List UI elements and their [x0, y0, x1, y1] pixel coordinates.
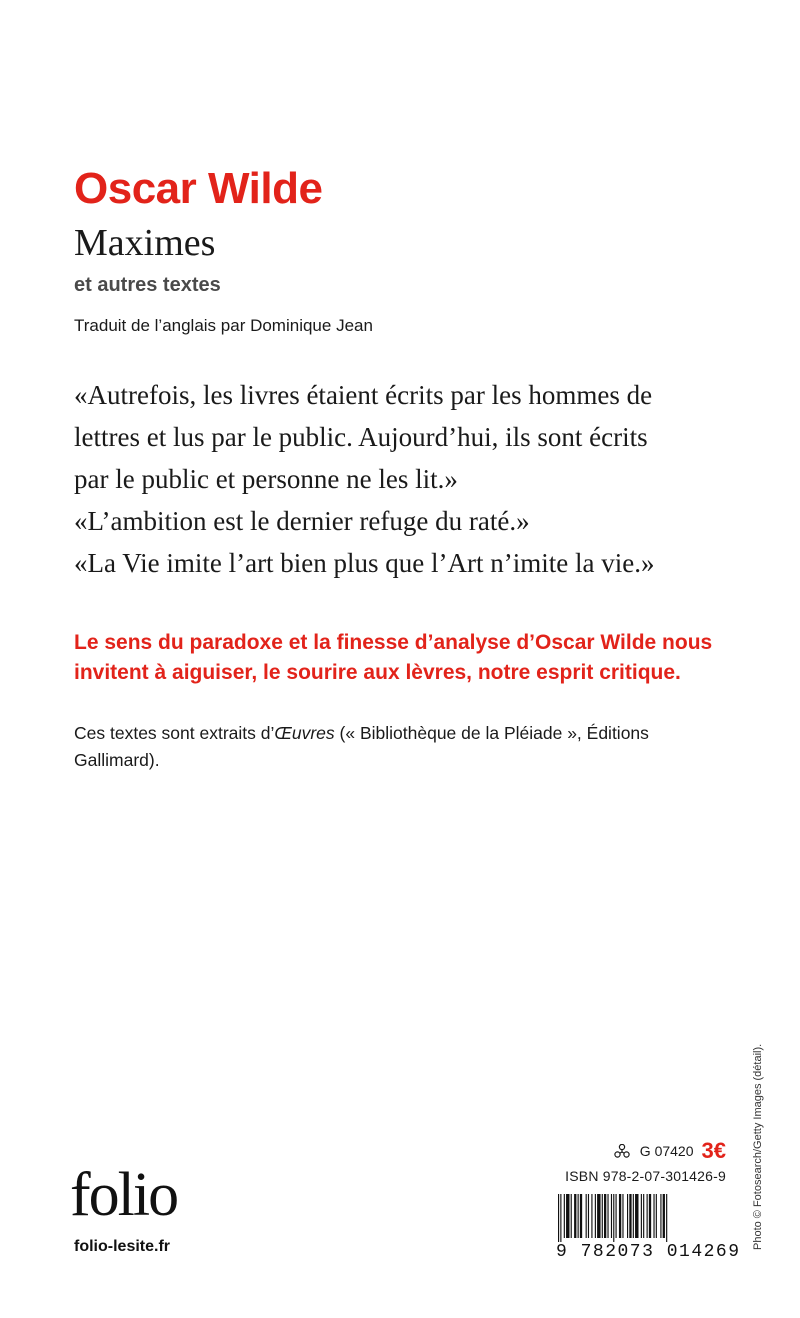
extract-suffix: (« Bibliothèque de la Pléiade », Éditions — [334, 723, 649, 743]
quote-line: «La Vie imite l’art bien plus que l’Art n’imite la vie.» — [74, 548, 655, 578]
barcode-bar — [653, 1194, 654, 1238]
barcode-bar — [558, 1194, 559, 1242]
folio-category-icon — [614, 1144, 630, 1158]
extract-prefix: Ces textes sont extraits d’ — [74, 723, 275, 743]
barcode-bar — [641, 1194, 642, 1238]
author-name: Oscar Wilde — [74, 164, 323, 213]
barcode-bar — [647, 1194, 648, 1238]
barcode-panel — [556, 1138, 741, 1262]
barcode-bar — [578, 1194, 579, 1238]
barcode-bar — [643, 1194, 644, 1238]
barcode-bar — [611, 1194, 612, 1238]
quote-line: par le public et personne ne les lit.» — [74, 464, 458, 494]
quote-line: «Autrefois, les livres étaient écrits par les hommes de — [74, 380, 653, 410]
barcode-bar — [666, 1194, 667, 1242]
translator-credit: Traduit de l’anglais par Dominique Jean — [74, 316, 373, 335]
extract-line — [74, 720, 734, 747]
barcode-bar — [564, 1194, 565, 1238]
barcode-bar — [574, 1194, 576, 1238]
barcode-bar — [633, 1194, 634, 1238]
barcode-bar — [616, 1194, 617, 1238]
barcode-bar — [627, 1194, 628, 1238]
category-code: G 07420 — [639, 1143, 694, 1159]
barcode-bar — [660, 1194, 661, 1238]
price: 3€ — [701, 1138, 726, 1163]
publisher-website[interactable]: folio-lesite.fr — [74, 1238, 171, 1255]
barcode-bar — [597, 1194, 600, 1238]
barcode-bar — [566, 1194, 569, 1238]
quote-line: «L’ambition est le dernier refuge du raté.» — [74, 506, 530, 536]
price-row — [556, 1138, 726, 1164]
barcode-bar — [607, 1194, 608, 1238]
blurb-line: invitent à aiguiser, le sourire aux lèvres, notre esprit critique. — [74, 661, 681, 684]
barcode-bar — [586, 1194, 587, 1238]
blurb-line: Le sens du paradoxe et la finesse d’analyse d’Oscar Wilde nous — [74, 631, 713, 654]
barcode-bar — [622, 1194, 623, 1238]
barcode-bar — [635, 1194, 638, 1238]
barcode-bar — [656, 1194, 657, 1238]
photo-credit: Photo © Fotosearch/Getty Images (détail). — [752, 1043, 764, 1250]
ean-number: 9 782073 014269 — [556, 1242, 741, 1262]
barcode-bar — [588, 1194, 589, 1238]
barcode-bar — [580, 1194, 582, 1238]
extract-note — [74, 720, 734, 774]
barcode-bar — [571, 1194, 572, 1238]
barcode-bar — [604, 1194, 606, 1238]
quote-line: lettres et lus par le public. Aujourd’hui, ils sont écrits — [74, 422, 648, 452]
barcode-bar — [560, 1194, 561, 1242]
photo-credit-wrapper — [752, 1043, 772, 1270]
blurb-block — [74, 628, 754, 688]
book-subtitle: et autres textes — [74, 274, 221, 296]
extract-work-title: Œuvres — [274, 723, 335, 743]
barcode-bar — [619, 1194, 621, 1238]
barcode-bar — [591, 1194, 592, 1238]
folio-logo: folio — [70, 1161, 178, 1229]
book-title: Maximes — [74, 222, 216, 264]
barcode-bar — [602, 1194, 603, 1238]
barcode-bar — [649, 1194, 651, 1238]
isbn: ISBN 978-2-07-301426-9 — [565, 1168, 726, 1184]
barcode-bar — [663, 1194, 665, 1238]
barcode-bar — [613, 1194, 614, 1242]
barcode-bar — [629, 1194, 631, 1238]
quotes-block — [74, 374, 734, 584]
barcode-bar — [595, 1194, 596, 1238]
extract-line-2: Gallimard). — [74, 750, 160, 770]
barcode — [556, 1194, 726, 1242]
